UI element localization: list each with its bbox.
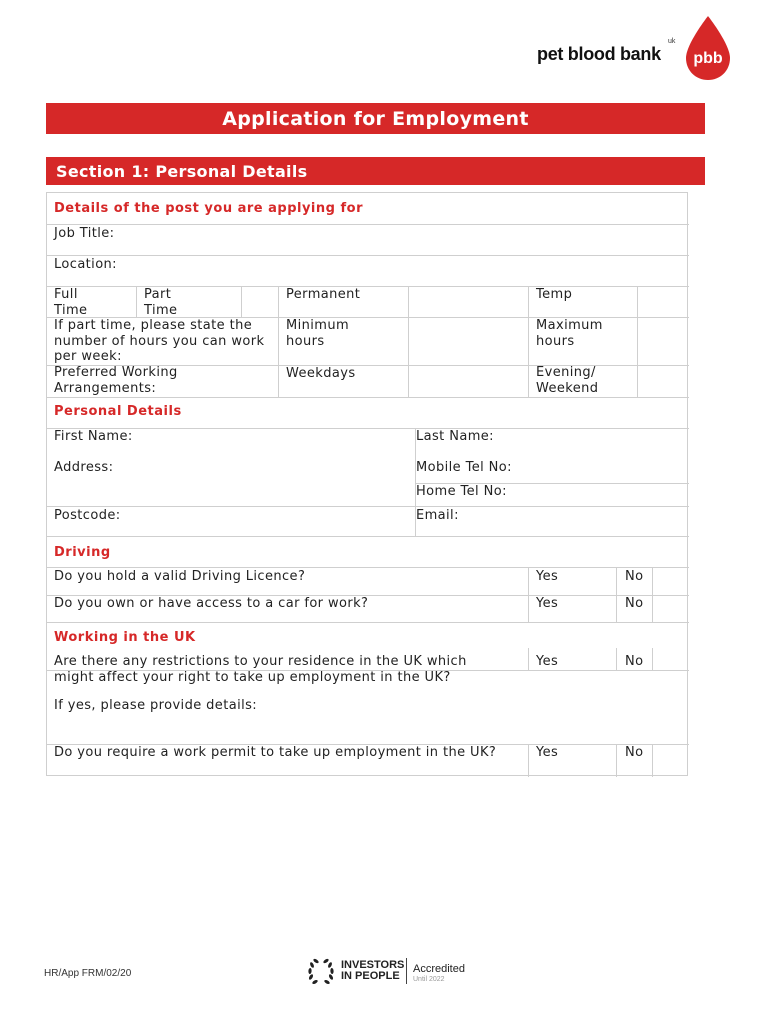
permanent-checkbox[interactable]	[408, 286, 528, 317]
evening-weekend-label: Evening/ Weekend	[536, 365, 599, 396]
accredited-label: Accredited	[413, 963, 465, 975]
residence-yes-option[interactable]: Yes	[536, 654, 559, 669]
maximum-hours-input[interactable]	[637, 317, 689, 365]
licence-question: Do you hold a valid Driving Licence?	[54, 569, 306, 584]
section-title: Section 1: Personal Details	[46, 157, 705, 185]
car-no-option[interactable]: No	[625, 596, 644, 611]
car-yes-option[interactable]: Yes	[536, 596, 559, 611]
post-details-heading: Details of the post you are applying for	[54, 201, 363, 216]
mobile-tel-field[interactable]: Mobile Tel No:	[416, 460, 512, 475]
logo-wordmark: pet blood bank	[537, 44, 661, 64]
form-code: HR/App FRM/02/20	[44, 968, 132, 979]
permanent-label: Permanent	[286, 287, 361, 302]
home-tel-field[interactable]: Home Tel No:	[416, 484, 507, 499]
blood-drop-logo-icon	[680, 14, 736, 82]
hours-prompt: If part time, please state the number of hours you can work per week:	[54, 318, 265, 364]
last-name-field[interactable]: Last Name:	[416, 429, 494, 444]
personal-details-heading: Personal Details	[54, 404, 182, 419]
full-time-label: Full Time	[54, 287, 88, 318]
residence-question: Are there any restrictions to your residence in the UK which might affect your right to take up employment in the UK?	[54, 654, 467, 685]
permit-no-option[interactable]: No	[625, 745, 644, 760]
personal-details-form	[46, 192, 688, 776]
investors-in-people-logo: INVESTORS IN PEOPLE	[341, 959, 405, 982]
page-title: Application for Employment	[46, 103, 705, 134]
accredited-year: Until 2022	[413, 976, 445, 983]
residence-no-option[interactable]: No	[625, 654, 644, 669]
part-time-label: Part Time	[144, 287, 178, 318]
evening-weekend-checkbox[interactable]	[637, 365, 689, 397]
logo-divider	[406, 958, 407, 984]
postcode-field[interactable]: Postcode:	[54, 508, 121, 523]
logo-badge-text: pbb	[693, 50, 723, 67]
logo-superscript: uk	[668, 38, 676, 45]
first-name-field[interactable]: First Name:	[54, 429, 133, 444]
working-uk-heading: Working in the UK	[54, 630, 196, 645]
email-field[interactable]: Email:	[416, 508, 459, 523]
part-time-checkbox[interactable]	[241, 286, 278, 317]
job-title-field[interactable]: Job Title:	[54, 226, 115, 241]
weekdays-label: Weekdays	[286, 366, 356, 381]
work-permit-question: Do you require a work permit to take up employment in the UK?	[54, 745, 497, 760]
driving-heading: Driving	[54, 545, 111, 560]
weekdays-checkbox[interactable]	[408, 365, 528, 397]
licence-yes-option[interactable]: Yes	[536, 569, 559, 584]
temp-label: Temp	[536, 287, 573, 302]
location-field[interactable]: Location:	[54, 257, 117, 272]
licence-no-option[interactable]: No	[625, 569, 644, 584]
temp-checkbox[interactable]	[637, 286, 689, 317]
details-field[interactable]: If yes, please provide details:	[54, 698, 258, 713]
permit-yes-option[interactable]: Yes	[536, 745, 559, 760]
laurel-wreath-icon	[305, 957, 337, 987]
preferred-working-label: Preferred Working Arrangements:	[54, 365, 178, 396]
maximum-hours-label: Maximum hours	[536, 318, 603, 349]
minimum-hours-label: Minimum hours	[286, 318, 350, 349]
address-field[interactable]: Address:	[54, 460, 114, 475]
car-access-question: Do you own or have access to a car for work?	[54, 596, 369, 611]
minimum-hours-input[interactable]	[408, 317, 528, 365]
